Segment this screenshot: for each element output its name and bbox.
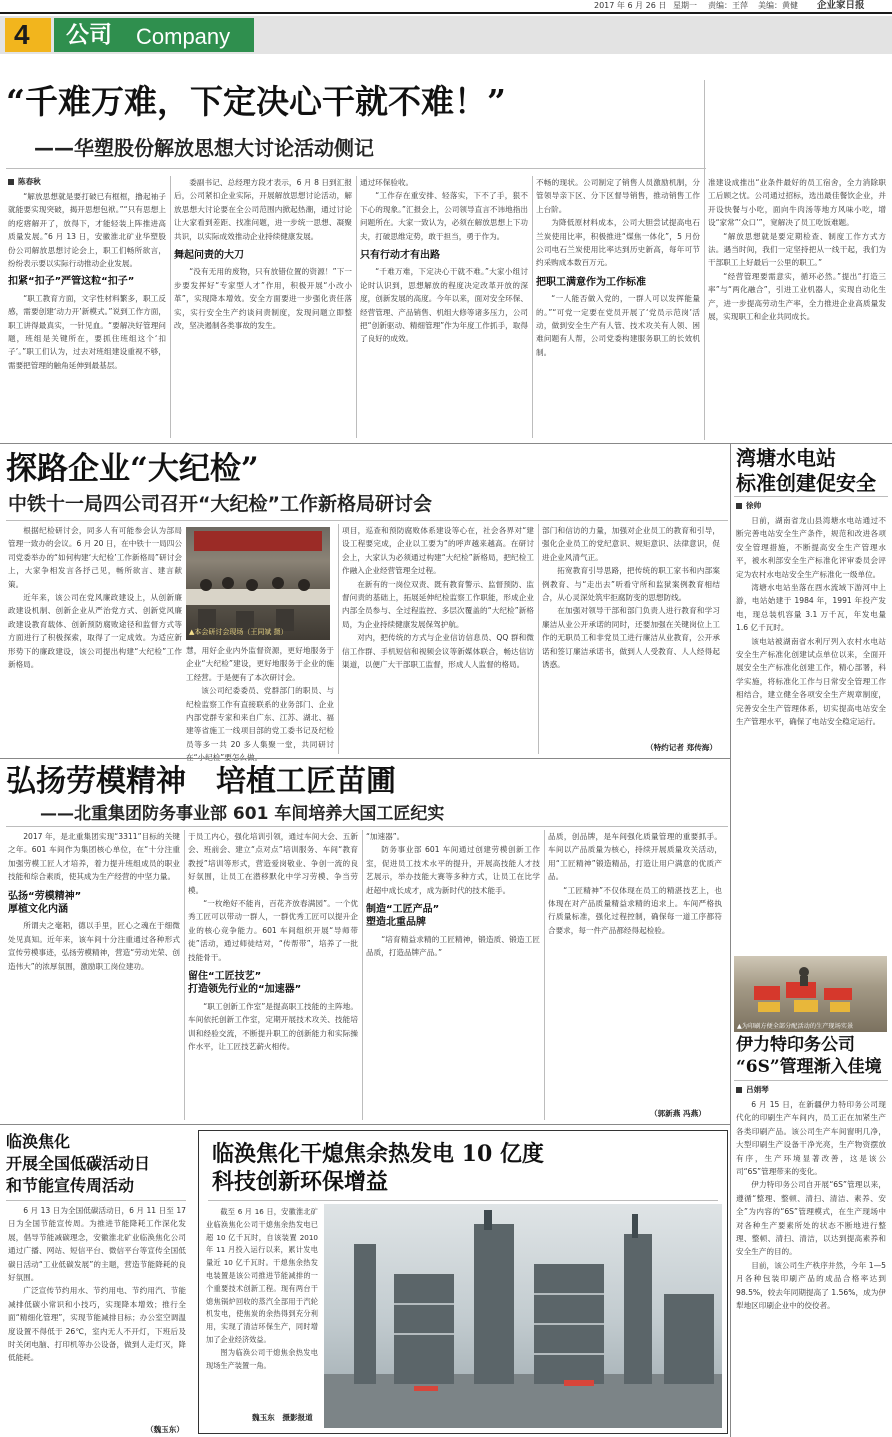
section-title-en: Company [136,24,231,49]
a7-plant-photo [324,1204,722,1428]
a3-col4: 品质，创品牌，是车间强化质量管理的重要抓手。车间以产品质量为核心，持续开展质量攻关活动，用“工匠精神”锻造精品，打造让用户满意的优质产品。 “工匠精神”不仅体现在员工的精湛技艺上，也体现在对产品质量精益求精的追求上。车间严格执行质量标准，强化过程控制，确保每一道工序都符合要求，每一件产品都经得起检验。 [548,832,722,935]
a7-caption: 截至 6 月 16 日，安徽淮北矿业临涣焦化公司干熄焦余热发电已超 10 亿千瓦时，自该装置 2010 年 11 月投入运行以来，累计发电量近 10 亿千瓦时。干熄焦余热发电装置是该公司推进节能减排的一个重要技术创新工程。现有两台干熄焦锅炉回收的蒸汽全部用于汽轮机发电，使焦炭的余热得到充分利用，实现了清洁环保生产，同时增加了企业经济效益。 图为临涣公司干熄焦余热发电现场生产装置一角。 [206,1207,318,1370]
a3-title: 弘扬劳模精神 培植工匠苗圃 [6,764,396,799]
a1-col4-heading: 把职工满意作为工作标准 [536,276,646,288]
a1-col1: “解放思想就是要打破已有框框，撸起袖子就能要实现突破，揭开思想包袱。”“只有思想上的疙瘩解开了，放得下，才能轻装上阵推进高质量发展。”6 月 13 日，安徽淮北矿业华塑股份公司解放思想讨论会上，职工们畅所欲言，纷纷表示要以实际行动推动企业发展。 扣紧“扣子”严管这粒“扣子” “职工教育方面，文字性材料繁多，职工反感，需要创建‘动力开’新模式。”说到工作方面，职工讲得最真实，一针见血。“要解决好管理问题，班组是关键所在，要抓住班组这个‘扣子’。”职工们认为，过去对班组建设重视不够，需要把管理的触角延伸到最基层。 [8,192,166,370]
designer-credit: 美编：黄健 [758,1,798,10]
a2-credit: （特约记者 郑传海） [646,743,717,752]
a3-col3-heading: 制造“工匠产品” [366,904,440,916]
a1-col3: 通过环保验收。 “工作存在重安排、轻落实，下不了手，狠不下心的现象。”汇报会上，公司领导直言不讳地指出问题所在。大家一致认为，必须在解放思想上下功夫，打破思维定势，敢于担当，勇于作为。 只有行动才有出路 “千难万难，下定决心干就不难。”大家小组讨论时认识到，思想解放的程度决定改革开放的深度，创新发展的高度。今年以来，面对安全环保、经营管理、产品销售、机组大修等诸多压力，公司把“创新驱动、精细管理”作为年度工作抓手，取得了良好的成效。 [360,178,528,344]
a5-title-rule [734,1080,888,1081]
a1-sub-rule [6,168,706,169]
a1-col4: 不畅的现状。公司制定了销售人员激励机制，分管领导亲下区、分下区督导销售，推动销售工作上台阶。 为降低原材料成本，公司大胆尝试提高电石兰炭使用比率，积极推进“煤焦一体化”，5 月份公司电石兰炭使用比率达到历史新高，每年可节约采购成本数百万元。 把职工满意作为工作标准 “一人能否做入党的，一群人可以发挥能量的。”“可党一定要在党员开展了‘党员示范岗’活动，做到安全生产有人管、技术攻关有人领、困难问题有人帮，公司党委构建服务职工的长效机制。 [536,178,700,357]
a2-subtitle: 中铁十一局四公司召开“大纪检”工作新格局研讨会 [8,493,432,515]
section-divider-3 [0,1124,730,1125]
section-title-cn: 公司 [66,22,112,48]
a5-byline: 吕娟琴 [736,1084,769,1095]
a5-printing-photo [734,956,887,1032]
a2-photo-caption: ▲本会研讨会现场（王同斌 摄） [189,628,288,636]
a7-title-rule [208,1200,718,1201]
power-plant-graphic [324,1204,722,1428]
a7-credit: 魏玉东 摄影报道 [252,1413,313,1422]
col-divider [538,524,539,754]
a2-col1: 根据纪检研讨会，同多人有可能参会认为部局管理一致办的会议。6 月 20 日，在中铁十一局四公司党委举办的“如何构建‘大纪检’工作新格局”研讨会上，大家争相发言各抒己见，畅所欲言、建言献策。 近年来，该公司在党风廉政建设上，从创新廉政建设机制、创新企业从严治党方式、创新党风廉政建设教育载体、创新预防腐败途径和监督方式等方面进行了积极探索，取得了一定成效。为适应新形势下的廉政建设，该公司提出构建“大纪检”工作新格局。 [8,526,182,670]
a3-col2-heading: 留住“工匠技艺” [188,971,262,983]
a1-subtitle: ——华塑股份解放思想大讨论活动侧记 [34,136,374,160]
a4-title-line1: 湾塘水电站 [736,446,836,470]
a1-col3-heading: 只有行动才有出路 [360,250,440,262]
a3-subtitle: ——北重集团防务事业部 601 车间培养大国工匠纪实 [40,804,445,824]
issue-weekday: 星期一 [673,1,697,10]
col-divider [170,176,171,438]
a5-title-line2: “6S”管理渐入佳境 [736,1057,882,1077]
a4-title-line2: 标准创建促安全 [736,471,876,495]
section-band [0,16,892,54]
section-divider-1 [0,443,892,444]
a3-col3: “加速器”。 防务事业部 601 车间通过创建劳模创新工作室，促进员工技术水平的提升，开展高技能人才技艺展示，举办技能大赛等多种方式，让员工在比学赶超中成长成才，成为新时代的技术能手。 制造“工匠产品” 塑造北重品牌 “培育精益求精的工匠精神，锻造质、锻造工匠品质，打造品牌产品。” [366,832,540,958]
col-divider [730,443,731,1437]
a1-col2: 委副书记、总经理方段才表示，6 月 8 日到汇报后，公司紧扣企业实际，开展解放思想讨论活动，解放思想大讨论要在全公司范围内掀起热潮，通过讨论让大家看到差距、找准问题，进一步统一思想、凝聚共识，以实际成效推动企业持续健康发展。 舞起问责的大刀 “没有无用的废物，只有放错位置的资源！”下一步要发挥好“专家型人才”作用，积极开展“小改小革”，实现降本增效。安全方面要进一步强化责任落实，实行安全生产约谈问责制度，发现问题立即整改，坚决遏制各类事故的发生。 [174,178,352,331]
a6-title-line2: 开展全国低碳活动日 [6,1154,151,1173]
section-divider-2 [0,758,730,759]
a3-col1-heading: 弘扬“劳模精神” [8,890,82,902]
a2-meeting-photo [186,527,330,640]
a5-photo-caption: ▲为印刷方便全部分配活动的生产现场实景 [737,1023,854,1030]
a5-body: 6 月 15 日，在新疆伊力特印务公司现代化的印刷生产车间内，员工正在加紧生产各类印刷产品。该公司生产车间窗明几净，大型印刷生产设备干净光亮，生产物资摆放有序，生产环境显著改善，这是该公司“6S”管理带来的变化。 伊力特印务公司自开展“6S”管理以来，遵循“整理、整顿、清扫、清洁、素养、安全”为内容的“6S”管理模式，在生产现场中对各种生产要素所处的状态不断地进行整理、整顿、清扫、清洁，以达到提高素养和安全生产的目的。 目前，该公司生产秩序井然，今年 1—5 月各种包装印刷产品的成品合格率达到 98.5%，较去年同期提高了 1.56%，成为伊犁地区印刷企业中的佼佼者。 [736,1100,886,1311]
meeting-room-graphic [186,527,330,640]
a3-col2: 于员工内心，强化培训引领，通过车间大会、五新会、班前会、建立“点对点”培训服务、车间“教育教授”培训等形式，营造爱岗敬业、争创一流的良好氛围，让员工在潜移默化中学习劳模、争当劳模。 “一枚绝好不能肖，百花齐放春满园”。一个优秀工匠可以带动一群人，一群优秀工匠可以提升企业的核心竞争能力。601 车间组织开展“导师带徒”活动，通过师徒结对，“传帮带”，培养了一批技能骨干。 留住“工匠技艺” 打造领先行业的“加速器” “职工创新工作室”是提高职工技能的主阵地。车间依托创新工作室，定期开展技术攻关、技能培训和经验交流，不断提升职工的创新能力和实际操作水平，让工匠技艺薪火相传。 [188,832,358,1052]
col-divider [544,830,545,1120]
a3-col3-heading2: 塑造北重品牌 [366,917,426,929]
col-divider [704,80,705,440]
col-divider [362,830,363,1120]
header-rule [0,12,892,14]
a1-col1-heading: 扣紧“扣子”严管这粒“扣子” [8,276,135,288]
a7-title-line1: 临涣焦化干熄焦余热发电 10 亿度 [212,1141,544,1167]
a1-col2-heading: 舞起问责的大刀 [174,250,244,262]
a6-credit: （魏玉东） [146,1425,184,1434]
a6-title-line3: 和节能宣传周活动 [6,1176,135,1195]
a1-byline: 陈春秋 [8,176,41,187]
col-divider [338,524,339,754]
a4-body: 日前，湖南省龙山县湾塘水电站通过不断完善电站安全生产条件，规范和改进各项安全管理措施，不断提高安全生产管理水平，被水利部安全生产标准化评审委员会评定为农村水电站安全生产标准化一级单位。 湾塘水电站坐落在酉水流域下游河中上游，电站始建于 1984 年，1991 年投产发电，现总装机容量 3.1 万千瓦，年发电量 1.6 亿千瓦时。 该电站被湖南省水利厅列入农村水电站安全生产标准化创建试点单位以来，全面开展安全生产标准化创建工作，精心部署，科学实施，将标准化工作与日常安全管理工作相结合，建立健全各项安全生产规章制度，完善安全生产管理体系，切实提高电站安全生产管理水平，确保了电站安全稳定运行。 [736,516,886,727]
a3-col1: 2017 年，是北重集团实现“3311”目标的关键之年。601 车间作为集团核心单位，在“十分注重加强劳模工匠人才培养，着力提升班组成员的职业技能和综合素质，使其成为生产经营的中坚力量。 弘扬“劳模精神” 厚植文化内涵 所谓夫之毫耜，德以手里，匠心之魂在于细微处见真知。近年来，该车间十分注重通过各种形式宣传劳模事迹，弘扬劳模精神，营造“劳动光荣、创造伟大”的浓厚氛围，激励职工岗位建功。 [8,832,180,971]
a1-col5: 准建设成推出“业条件最好的员工宿舍，全力消除职工后顾之忧。公司通过招标，选出最佳餐饮企业，并开设快餐与小吃，面向牛肉汤等地方风味小吃，增设“家常”‘众口’”，宽解决了员工吃饭难题。 “解放思想就是要定期检查、制度工作方式方法。遇当时间，我们一定坚持把从一线干起，我们为干部职工上好最后一公里的职工。” “经营管理要需意实，循环必然。”提出“打造三率”与“两化融合”，引进工业机器人，实现自动化生产，进一步提高劳动生产率，全力推进企业高质量发展，实现职工和企业共同成长。 [708,178,886,322]
a2-col4: 部门和信访的力量，加强对企业员工的教育和引导，强化企业员工的党纪意识、规矩意识、法律意识，促进企业风清气正。 拓宽教育引导思路，把传统的职工家书和内部案例教育、与“走出去”听看守所和监狱案例教育相结合，从心灵深处筑牢拒腐防变的思想防线。 在加强对领导干部和部门负责人进行教育和学习廉洁从业公开承诺的同时，还要加强在关键岗位上工作的无职员工和非党员工进行廉洁从业教育，公开承诺和签订廉洁承诺书，做到人人受教育、人人经得起诱惑。 [542,526,720,670]
a6-title-line1: 临涣焦化 [6,1132,71,1151]
a3-sub-rule [6,826,728,827]
a4-byline: 徐帅 [736,500,761,511]
col-divider [532,176,533,438]
a3-col2-heading2: 打造领先行业的“加速器” [188,984,302,996]
a6-body: 6 月 13 日为全国低碳活动日，6 月 11 日至 17 日为全国节能宣传周。为推进节能降耗工作深化发展，倡导节能减碳理念，安徽淮北矿业临涣焦化公司通过广播、网站、短信平台、微信平台等宣传全国低碳日活动“工业低碳发展”的主题，营造节能降耗的良好氛围。 广泛宣传节约用水、节约用电、节约用汽、节能减排低碳小常识和小技巧，实现降本增效；推行全面“精细化管理”，实现节能减排目标；办公室空调温度设置不得低于 26℃，室内无人不开灯，下班后及时关闭电脑、打印机等办公设备，做到人走灯灭，降低能耗。 [8,1206,186,1363]
a2-sub-rule [6,520,728,521]
col-divider [356,176,357,438]
a3-col1-heading2: 厚植文化内涵 [8,904,68,916]
a7-title-line2: 科技创新环保增益 [212,1169,389,1195]
issue-date: 2017 年 6 月 26 日 [594,1,667,10]
page-number: 4 [14,19,30,50]
a4-title-rule [734,496,888,497]
a5-title-line1: 伊力特印务公司 [736,1035,855,1055]
a1-title: “千难万难，下定决心干就不难！” [6,82,506,121]
a3-credit: （郭新燕 冯燕） [650,1109,706,1118]
col-divider [184,830,185,1120]
editor-credit: 责编：王萍 [708,1,748,10]
a2-title: 探路企业“大纪检” [6,451,259,487]
a2-col2: 慧，用好企业内外监督资源，更好地服务于企业“大纪检”建设，更好地服务于企业的施工经营。于是便有了本次研讨会。 该公司纪委委员、党群部门的职员、与纪检监察工作有直接联系的业务部门、企业内部党群专家和来自广东、江苏、湖北、福建等省施工一线项目部的党工委书记及纪检员等多一共 20 多人集聚一堂，共同研讨 [186,646,334,749]
top-meta-bar [0,0,892,12]
paper-name: 企业家日报 [817,0,865,11]
a6-title-rule [6,1200,186,1201]
a2-col3: 项目，巡查和预防腐败体系建设等心在，社会各界对“建设工程要完成，企业以工要为”的呼声越来越高。在研讨会上，大家认为必须通过构建“大纪检”新格局，把纪检工作融入企业经营管理全过程。 在新有的一岗位双责、既有教育警示、监督预防、监督问责的基础上，拓展延伸纪检监察工作职能，形成企业内部全员参与、全过程监控、多层次覆盖的“大纪检”新格局，为企业持续健康发展保驾护航。 对内，把传统的方式与企业信访信息员、QQ 群和微信工作群、手机短信和视频会议等新媒体联合，畅达信访渠道，以便广大干部职工监督，形成人人监督的格局。 [342,526,534,670]
